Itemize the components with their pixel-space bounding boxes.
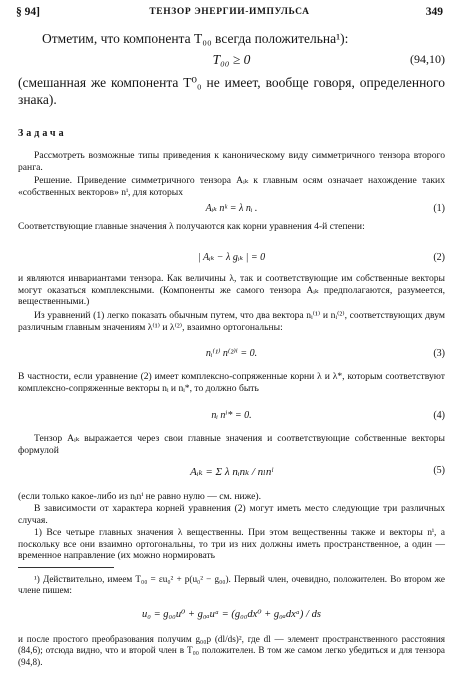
equation-formula: Aᵢₖ nᵏ = λ nᵢ . — [205, 203, 258, 214]
paragraph-tensor-expression: Тензор Aᵢₖ выражается через свои главные значения и соответствующие собственные векторы формулой — [18, 433, 445, 456]
running-header — [16, 6, 443, 22]
equation-2 — [18, 252, 445, 268]
equation-formula: nᵢ⁽¹⁾ n⁽²⁾ⁱ = 0. — [205, 348, 258, 359]
footnote-text: ¹) Действительно, имеем T₀₀ = εu₀² + p(u₀² − g₀₀). Первый член, очевидно, положителен. Во втором же члене пишем: — [18, 574, 445, 596]
formula-94-10 — [18, 52, 445, 68]
page-number: 349 — [425, 6, 443, 18]
intro-remark: (смешанная же компонента T⁰₀ не имеет, вообще говоря, определенного знака). — [18, 75, 445, 107]
paragraph-task: Рассмотреть возможные типы приведения к каноническому виду симметричного тензора второго ранга. — [18, 150, 445, 173]
equation-5 — [18, 461, 445, 487]
paragraph-orthogonality: Из уравнений (1) легко показать обычным путем, что два вектора nᵢ⁽¹⁾ и nᵢ⁽²⁾, соответствующих двум различным главным значениям λ⁽¹⁾ и λ⁽²⁾, взаимно ортогональны: — [18, 310, 445, 333]
page-title: ТЕНЗОР ЭНЕРГИИ-ИМПУЛЬСА — [149, 7, 310, 17]
paragraph-invariants: и являются инвариантами тензора. Как величины λ, так и соответствующие им собственные векторы могут оказаться комплексными. (Компоненты же самого тензора Aᵢₖ предполагаются, разумеется, вещественными.) — [18, 273, 445, 308]
footnote-continuation: и после простого преобразования получим g₀₀p (dl/ds)², где dl — элемент пространственного расстояния (84,6); отсюда видно, что и второй член в T₀₀ положителен. В том же самом легко убедиться и для тензора (94,8). — [18, 634, 445, 667]
paragraph-solution: Решение. Приведение симметричного тензора Aᵢₖ к главным осям означает нахождение таких «собственных векторов» nⁱ, для которых — [18, 175, 445, 198]
equation-number: (4) — [433, 410, 445, 421]
formula-text: T₀₀ ≥ 0 — [212, 52, 251, 67]
equation-4 — [18, 410, 445, 426]
paragraph-case-1: 1) Все четыре главных значения λ вещественны. При этом вещественны также и векторы nⁱ, а поскольку все они взаимно ортогональны, то три из них должны иметь пространственное, а один — временное направление (их можно нормировать — [18, 527, 445, 562]
equation-3 — [18, 348, 445, 364]
equation-1 — [18, 203, 445, 219]
footnote-formula-text: u₀ = g₀₀u⁰ + g₀ₐuᵃ = (g₀₀dx⁰ + g₀ₐdxᵃ) / ds — [142, 609, 321, 620]
equation-number: (3) — [433, 348, 445, 359]
paragraph-complex-roots: В частности, если уравнение (2) имеет комплексно-сопряженные корни λ и λ*, которым соответствуют комплексно-сопряженные векторы nᵢ и nᵢ*, то должно быть — [18, 371, 445, 394]
equation-formula: Aᵢₖ = Σ λ nᵢnₖ / nₗnˡ — [190, 466, 273, 478]
equation-formula: nᵢ nⁱ* = 0. — [211, 410, 252, 421]
section-reference: § 94] — [16, 6, 40, 18]
equation-number: (1) — [433, 203, 445, 214]
paragraph-cases: В зависимости от характера корней уравнения (2) могут иметь место следующие три различных случая. — [18, 503, 445, 526]
paragraph-condition: (если только какое-либо из nᵢnⁱ не равно нулю — см. ниже). — [18, 491, 261, 502]
equation-number: (2) — [433, 252, 445, 263]
formula-number: (94,10) — [410, 52, 445, 66]
equation-formula: | Aᵢₖ − λ gᵢₖ | = 0 — [197, 252, 266, 263]
equation-number: (5) — [433, 465, 445, 476]
paragraph-eigenvalues: Соответствующие главные значения λ получаются как корни уравнения 4-й степени: — [18, 221, 365, 232]
footnote-divider — [18, 567, 114, 568]
footnote-formula — [18, 603, 445, 629]
problem-heading: Задача — [18, 128, 67, 139]
intro-line: Отметим, что компонента T₀₀ всегда положительна¹): — [42, 31, 349, 46]
